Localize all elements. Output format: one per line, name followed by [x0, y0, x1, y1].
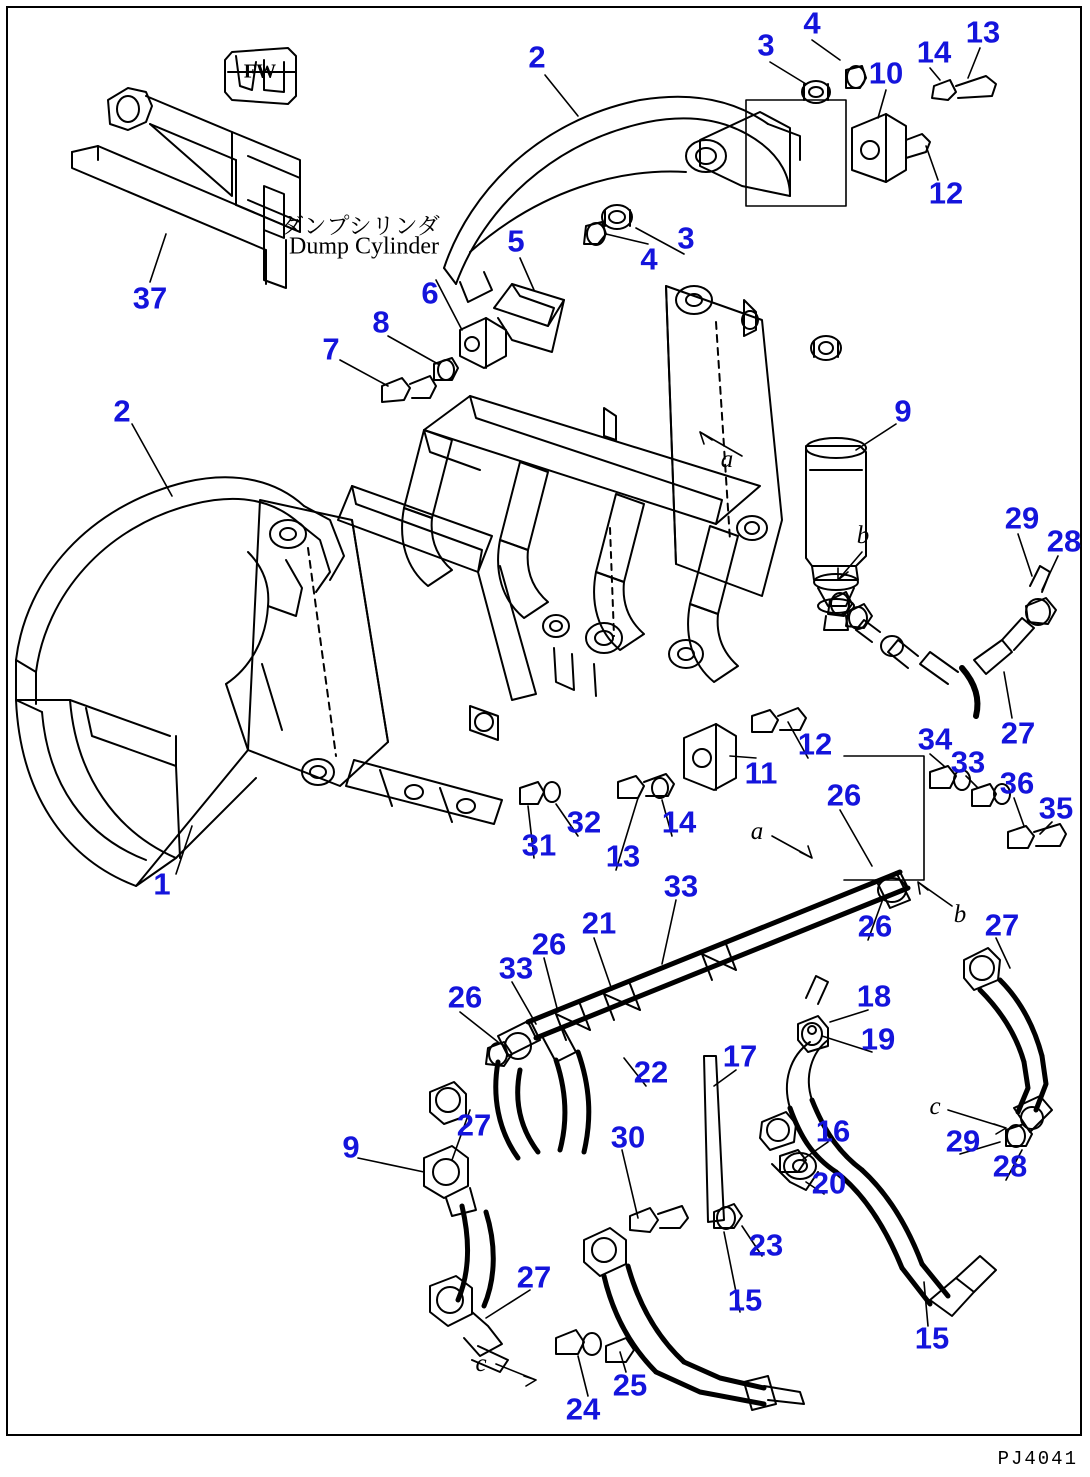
- callout-9-upper: 9: [894, 393, 912, 429]
- callout-33-mid: 33: [663, 868, 699, 904]
- section-label-a-upper: a: [720, 446, 734, 473]
- callout-14-top: 14: [916, 34, 952, 70]
- callout-7: 7: [322, 331, 340, 367]
- callout-16: 16: [815, 1113, 851, 1149]
- callout-20: 20: [811, 1165, 847, 1201]
- callout-27-left: 27: [456, 1107, 492, 1143]
- dump-cylinder-assembly: [72, 48, 300, 288]
- callout-6: 6: [421, 275, 439, 311]
- callout-2-top: 2: [528, 39, 546, 75]
- callout-26-far-left: 26: [447, 979, 483, 1015]
- fw-orientation-label: FW: [243, 60, 277, 83]
- bracket-10: [746, 100, 930, 206]
- section-label-c-lower: c: [929, 1093, 941, 1120]
- callout-13-top: 13: [965, 14, 1001, 50]
- callout-37: 37: [132, 280, 168, 316]
- callout-17: 17: [722, 1038, 758, 1074]
- callout-27-bottom: 27: [516, 1259, 552, 1295]
- callout-18: 18: [856, 978, 892, 1014]
- callout-28-lower: 28: [992, 1148, 1028, 1184]
- main-grapple-frame: [248, 286, 782, 824]
- callout-36: 36: [999, 765, 1035, 801]
- callout-26-left: 26: [531, 926, 567, 962]
- callout-25: 25: [612, 1367, 648, 1403]
- pin-5-bracket-6: [382, 284, 564, 402]
- callout-3-mid: 3: [677, 220, 695, 256]
- callout-3-top: 3: [757, 27, 775, 63]
- callout-26-right: 26: [826, 777, 862, 813]
- callout-32: 32: [566, 804, 602, 840]
- callout-27-right: 27: [984, 907, 1020, 943]
- callout-4-top: 4: [803, 5, 821, 41]
- section-label-a-lower: a: [750, 818, 764, 845]
- bushing-upper-right: [811, 336, 841, 360]
- callout-27-upper: 27: [1000, 715, 1036, 751]
- hose-27-upper: [828, 566, 1056, 716]
- section-label-b-lower: b: [953, 901, 967, 928]
- callout-1: 1: [153, 866, 171, 902]
- callout-33-left: 33: [498, 950, 534, 986]
- callout-28-upper: 28: [1046, 523, 1082, 559]
- callout-15-right: 15: [914, 1320, 950, 1356]
- callout-14-mid: 14: [661, 804, 697, 840]
- callout-12-mid: 12: [797, 726, 833, 762]
- callout-15-mid: 15: [727, 1282, 763, 1318]
- section-label-b-upper: b: [856, 522, 870, 549]
- callout-8: 8: [372, 304, 390, 340]
- callout-24: 24: [565, 1391, 601, 1427]
- english-caption: Dump Cylinder: [289, 233, 439, 260]
- callout-11: 11: [744, 755, 778, 791]
- callout-4-mid: 4: [640, 241, 658, 277]
- japanese-caption: ダンプシリンダ: [280, 213, 440, 240]
- callout-33-right: 33: [950, 744, 986, 780]
- callout-34: 34: [917, 721, 953, 757]
- callout-5: 5: [507, 223, 525, 259]
- callout-30: 30: [610, 1119, 646, 1155]
- callout-29-lower: 29: [945, 1123, 981, 1159]
- callout-10: 10: [868, 55, 904, 91]
- callout-12-top: 12: [928, 175, 964, 211]
- callout-31: 31: [521, 827, 557, 863]
- callout-23: 23: [748, 1227, 784, 1263]
- section-label-c-bottom: c: [475, 1350, 487, 1377]
- callout-19: 19: [860, 1021, 896, 1057]
- callout-9-lower: 9: [342, 1129, 360, 1165]
- drawing-page-code: PJ4041: [997, 1448, 1078, 1470]
- callout-2-left: 2: [113, 393, 131, 429]
- callout-22: 22: [633, 1054, 669, 1090]
- callout-13-mid: 13: [605, 838, 641, 874]
- callout-35: 35: [1038, 790, 1074, 826]
- callout-29-upper: 29: [1004, 500, 1040, 536]
- callout-26-mid: 26: [857, 908, 893, 944]
- callout-21: 21: [581, 905, 617, 941]
